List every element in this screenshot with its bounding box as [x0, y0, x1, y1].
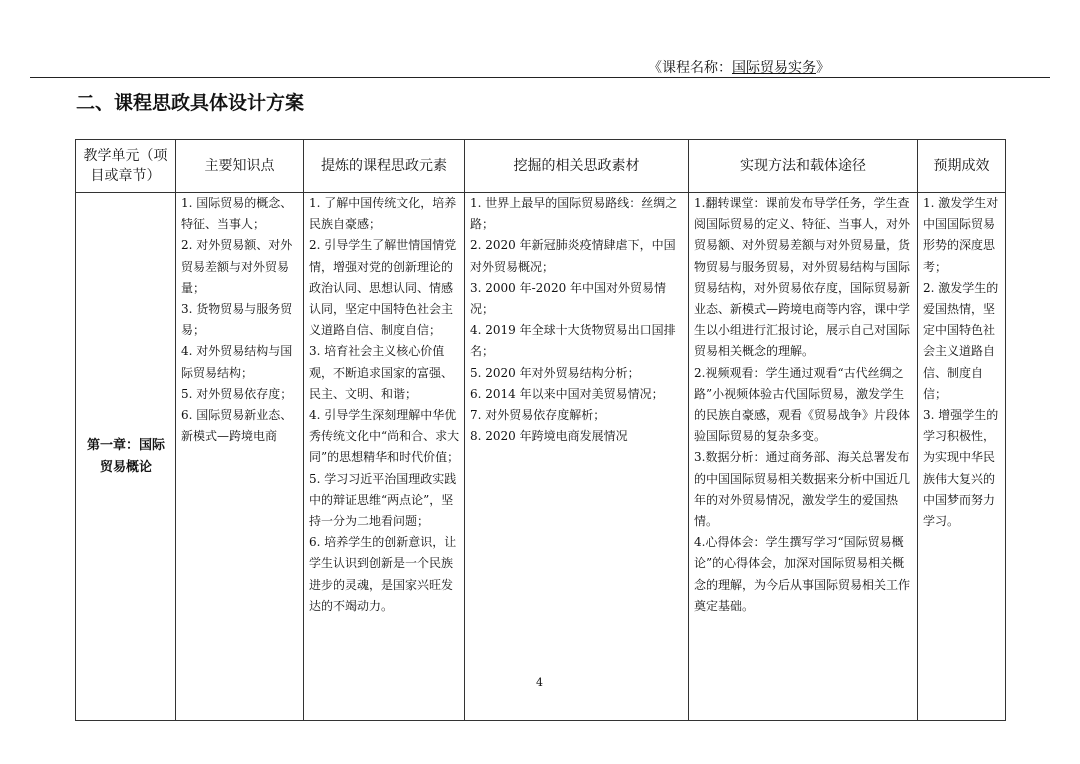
column-header-methods: 实现方法和载体途径 [689, 140, 918, 193]
list-item: 1.翻转课堂：课前发布导学任务，学生查阅国际贸易的定义、特征、当事人，对外贸易额、对外贸易差额与对外贸易量，货物贸易与服务贸易，对外贸易结构与国际贸易结构，对外贸易依存度，国际贸易新业态、新模式—跨境电商等内容，课中学生以小组进行汇报讨论，展示自己对国际贸易相关概念的理解。 [694, 196, 911, 359]
list-item: 6. 国际贸易新业态、新模式—跨境电商 [181, 408, 293, 444]
list-item: 3. 培育社会主义核心价值观，不断追求国家的富强、民主、文明、和谐； [309, 344, 454, 401]
list-item: 7. 对外贸易依存度解析； [470, 408, 606, 423]
materials-cell [465, 193, 689, 721]
list-item: 4. 引导学生深刻理解中华优秀传统文化中“尚和合、求大同”的思想精华和时代价值； [309, 408, 460, 465]
list-item: 4. 对外贸易结构与国际贸易结构； [181, 344, 293, 380]
column-header-elements: 提炼的课程思政元素 [304, 140, 465, 193]
list-item: 1. 国际贸易的概念、特征、当事人； [181, 196, 293, 232]
header-divider [30, 77, 1050, 78]
list-item: 2.视频观看：学生通过观看“古代丝绸之路”小视频体验古代国际贸易，激发学生的民族自豪感，观看《贸易战争》片段体验国际贸易的复杂多变。 [694, 365, 911, 444]
list-item: 2. 激发学生的爱国热情，坚定中国特色社会主义道路自信、制度自信； [923, 280, 999, 401]
list-item: 3. 货物贸易与服务贸易； [181, 302, 293, 338]
list-item: 6. 2014 年以来中国对美贸易情况； [470, 386, 664, 401]
list-item: 1. 激发学生对中国国际贸易形势的深度思考； [923, 196, 999, 274]
list-item: 2. 引导学生了解世情国情党情，增强对党的创新理论的政治认同、思想认同、情感认同，坚定中国特色社会主义道路自信、制度自信； [309, 238, 457, 338]
list-item: 4. 2019 年全球十大货物贸易出口国排名； [470, 323, 676, 359]
column-header-knowledge: 主要知识点 [176, 140, 304, 193]
list-item: 4.心得体会：学生撰写学习“国际贸易概论”的心得体会，加深对国际贸易相关概念的理解，为今后从事国际贸易相关工作奠定基础。 [694, 535, 911, 613]
knowledge-cell [176, 193, 304, 721]
column-header-materials: 挖掘的相关思政素材 [465, 140, 689, 193]
table-header-row [76, 140, 1006, 193]
column-header-unit: 教学单元（项目或章节） [76, 140, 176, 193]
course-name-header: 《课程名称：国际贸易实务》 [648, 60, 830, 76]
methods-cell [689, 193, 918, 721]
list-item: 2. 对外贸易额、对外贸易差额与对外贸易量； [181, 238, 293, 295]
list-item: 6. 培养学生的创新意识，让学生认识到创新是一个民族进步的灵魂，是国家兴旺发达的不竭动力。 [309, 535, 457, 613]
table-row [76, 193, 1006, 721]
column-header-outcomes: 预期成效 [918, 140, 1006, 193]
list-item: 5. 2020 年对外贸易结构分析； [470, 365, 640, 380]
list-item: 1. 了解中国传统文化，培养民族自豪感； [309, 196, 457, 232]
list-item: 5. 对外贸易依存度； [181, 386, 293, 401]
course-name: 国际贸易实务 [732, 60, 816, 76]
section-title: 二、课程思政具体设计方案 [76, 92, 305, 114]
elements-cell [304, 193, 465, 721]
list-item: 2. 2020 年新冠肺炎疫情肆虐下，中国对外贸易概况； [470, 238, 676, 274]
list-item: 5. 学习习近平治国理政实践中的辩证思维“两点论”，坚持一分为二地看问题； [309, 471, 457, 529]
list-item: 8. 2020 年跨境电商发展情况 [470, 429, 628, 444]
list-item: 3.数据分析：通过商务部、海关总署发布的中国国际贸易相关数据来分析中国近几年的对外贸易情况，激发学生的爱国热情。 [694, 450, 911, 529]
list-item: 3. 2000 年-2020 年中国对外贸易情况； [470, 280, 667, 317]
outcomes-cell [918, 193, 1006, 721]
list-item: 1. 世界上最早的国际贸易路线：丝绸之路； [470, 196, 678, 232]
page-number: 4 [536, 676, 543, 689]
unit-cell: 第一章：国际贸易概论 [76, 193, 176, 721]
design-plan-table [75, 139, 1006, 721]
list-item: 3. 增强学生的学习积极性，为实现中华民族伟大复兴的中国梦而努力学习。 [923, 408, 999, 529]
